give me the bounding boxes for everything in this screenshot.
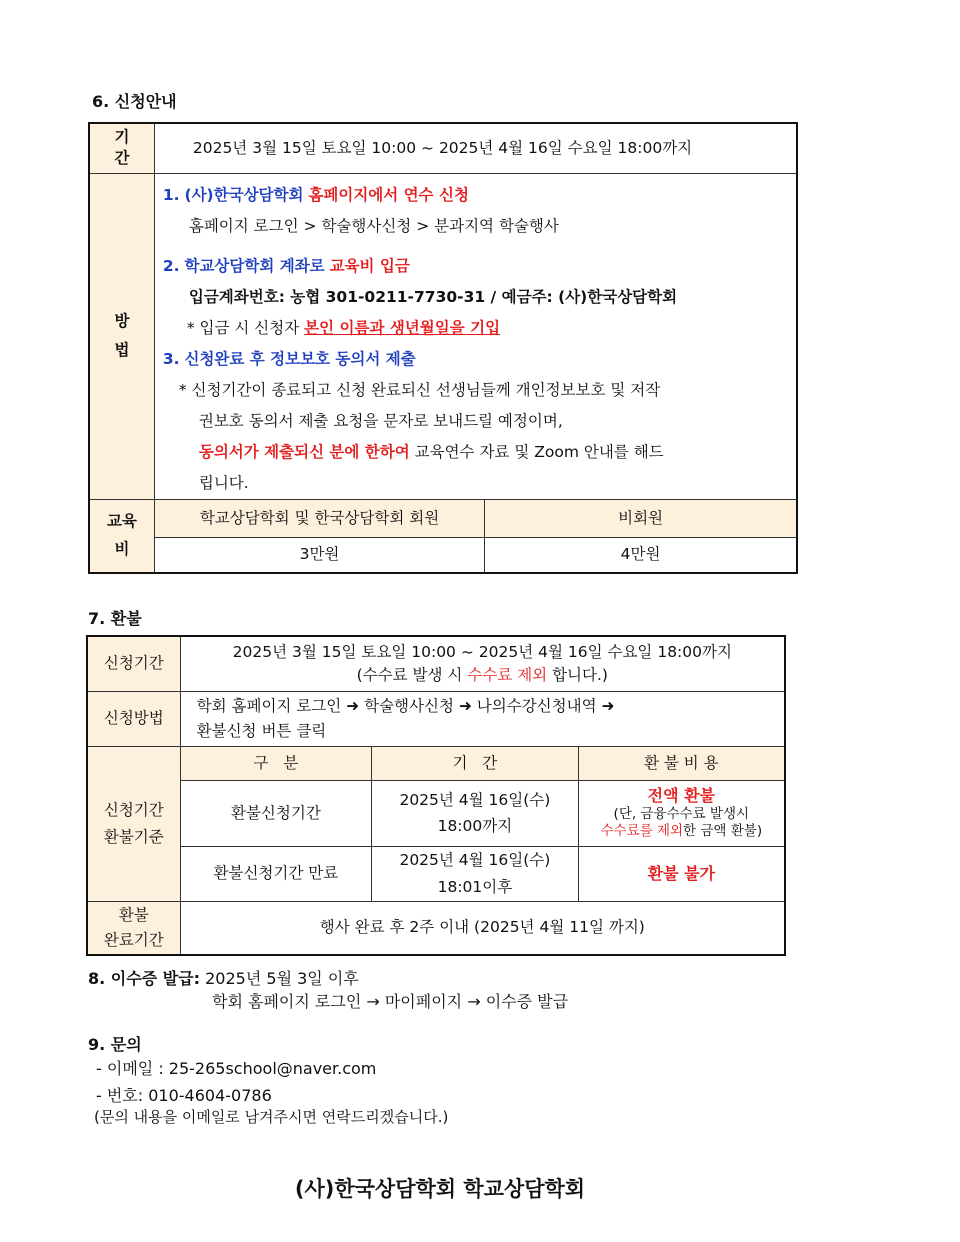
refund-criteria-label: 신청기간 환불기준	[87, 746, 180, 901]
application-table	[88, 122, 798, 574]
refund-period-text: 2025년 3월 15일 토요일 10:00 ~ 2025년 4월 16일 수요일 18:00까지 (수수료 발생 시 수수료 제외 합니다.)	[180, 636, 785, 691]
header-division: 구 분	[180, 746, 372, 780]
row2-period: 2025년 4월 16일(수) 18:01이후	[372, 846, 578, 901]
method-label: 방 법	[89, 173, 154, 499]
period-text: 2025년 3월 15일 토요일 10:00 ~ 2025년 4월 16일 수요일 18:00까지	[154, 123, 797, 173]
method-content: 1. (사)한국상담학회 홈페이지에서 연수 신청 홈페이지 로그인 > 학술행사신청 > 분과지역 학술행사 2. 학교상담학회 계좌로 교육비 입금 입금계좌번호: 농협 301-0211-7730-31 / 예금주: (사)한국상담학회 * 입금 시 신청자 본인 이름과 생년월일을 기입 3. 신청완료 후 정보보호 동의서 제출 * 신청기간이 종료되고 신청 완료되신 선생님들께 개인정보보호 및 저작 권보호 동의서 제출 요청을 문자로 보내드릴 예정이며, 동의서가 제출되신 분에 한하여 교육연수 자료 및 Zoom 안내를 해드 립니다.	[154, 173, 797, 499]
fee-member: 3만원	[154, 537, 484, 573]
header-cost: 환 불 비 용	[578, 746, 785, 780]
row2-cost: 환불 불가	[578, 846, 785, 901]
fee-nonmember-head: 비회원	[485, 499, 797, 537]
fee-member-head: 학교상담학회 및 한국상담학회 회원	[154, 499, 484, 537]
fee-label: 교육 비	[89, 499, 154, 573]
refund-method-text: 학회 홈페이지 로그인 ➜ 학술행사신청 ➜ 나의수강신청내역 ➜ 환불신청 버튼 클릭	[180, 691, 785, 746]
period-label: 기 간	[89, 123, 154, 173]
section-8: 8. 이수증 발급: 2025년 5월 3일 이후	[88, 969, 359, 988]
contact-note: (문의 내용을 이메일로 남겨주시면 연락드리겠습니다.)	[94, 1108, 449, 1126]
contact-email: - 이메일 : 25-265school@naver.com	[96, 1059, 377, 1078]
footer-org: (사)한국상담학회 학교상담학회	[294, 1177, 586, 1201]
section-6-title: 6. 신청안내	[92, 92, 177, 111]
row2-division: 환불신청기간 만료	[180, 846, 372, 901]
section-9-title: 9. 문의	[88, 1035, 142, 1054]
row1-division: 환불신청기간	[180, 780, 372, 846]
contact-phone: - 번호: 010-4604-0786	[96, 1086, 272, 1105]
refund-period-label: 신청기간	[87, 636, 180, 691]
refund-method-label: 신청방법	[87, 691, 180, 746]
row1-cost: 전액 환불 (단, 금융수수료 발생시 수수료를 제외한 금액 환불)	[578, 780, 785, 846]
section-7-title: 7. 환불	[88, 609, 142, 628]
refund-table	[86, 635, 786, 956]
header-period: 기 간	[372, 746, 578, 780]
refund-complete-text: 행사 완료 후 2주 이내 (2025년 4월 11일 까지)	[180, 901, 785, 955]
row1-period: 2025년 4월 16일(수) 18:00까지	[372, 780, 578, 846]
fee-nonmember: 4만원	[485, 537, 797, 573]
refund-complete-label: 환불 완료기간	[87, 901, 180, 955]
certificate-path: 학회 홈페이지 로그인 → 마이페이지 → 이수증 발급	[212, 992, 569, 1011]
